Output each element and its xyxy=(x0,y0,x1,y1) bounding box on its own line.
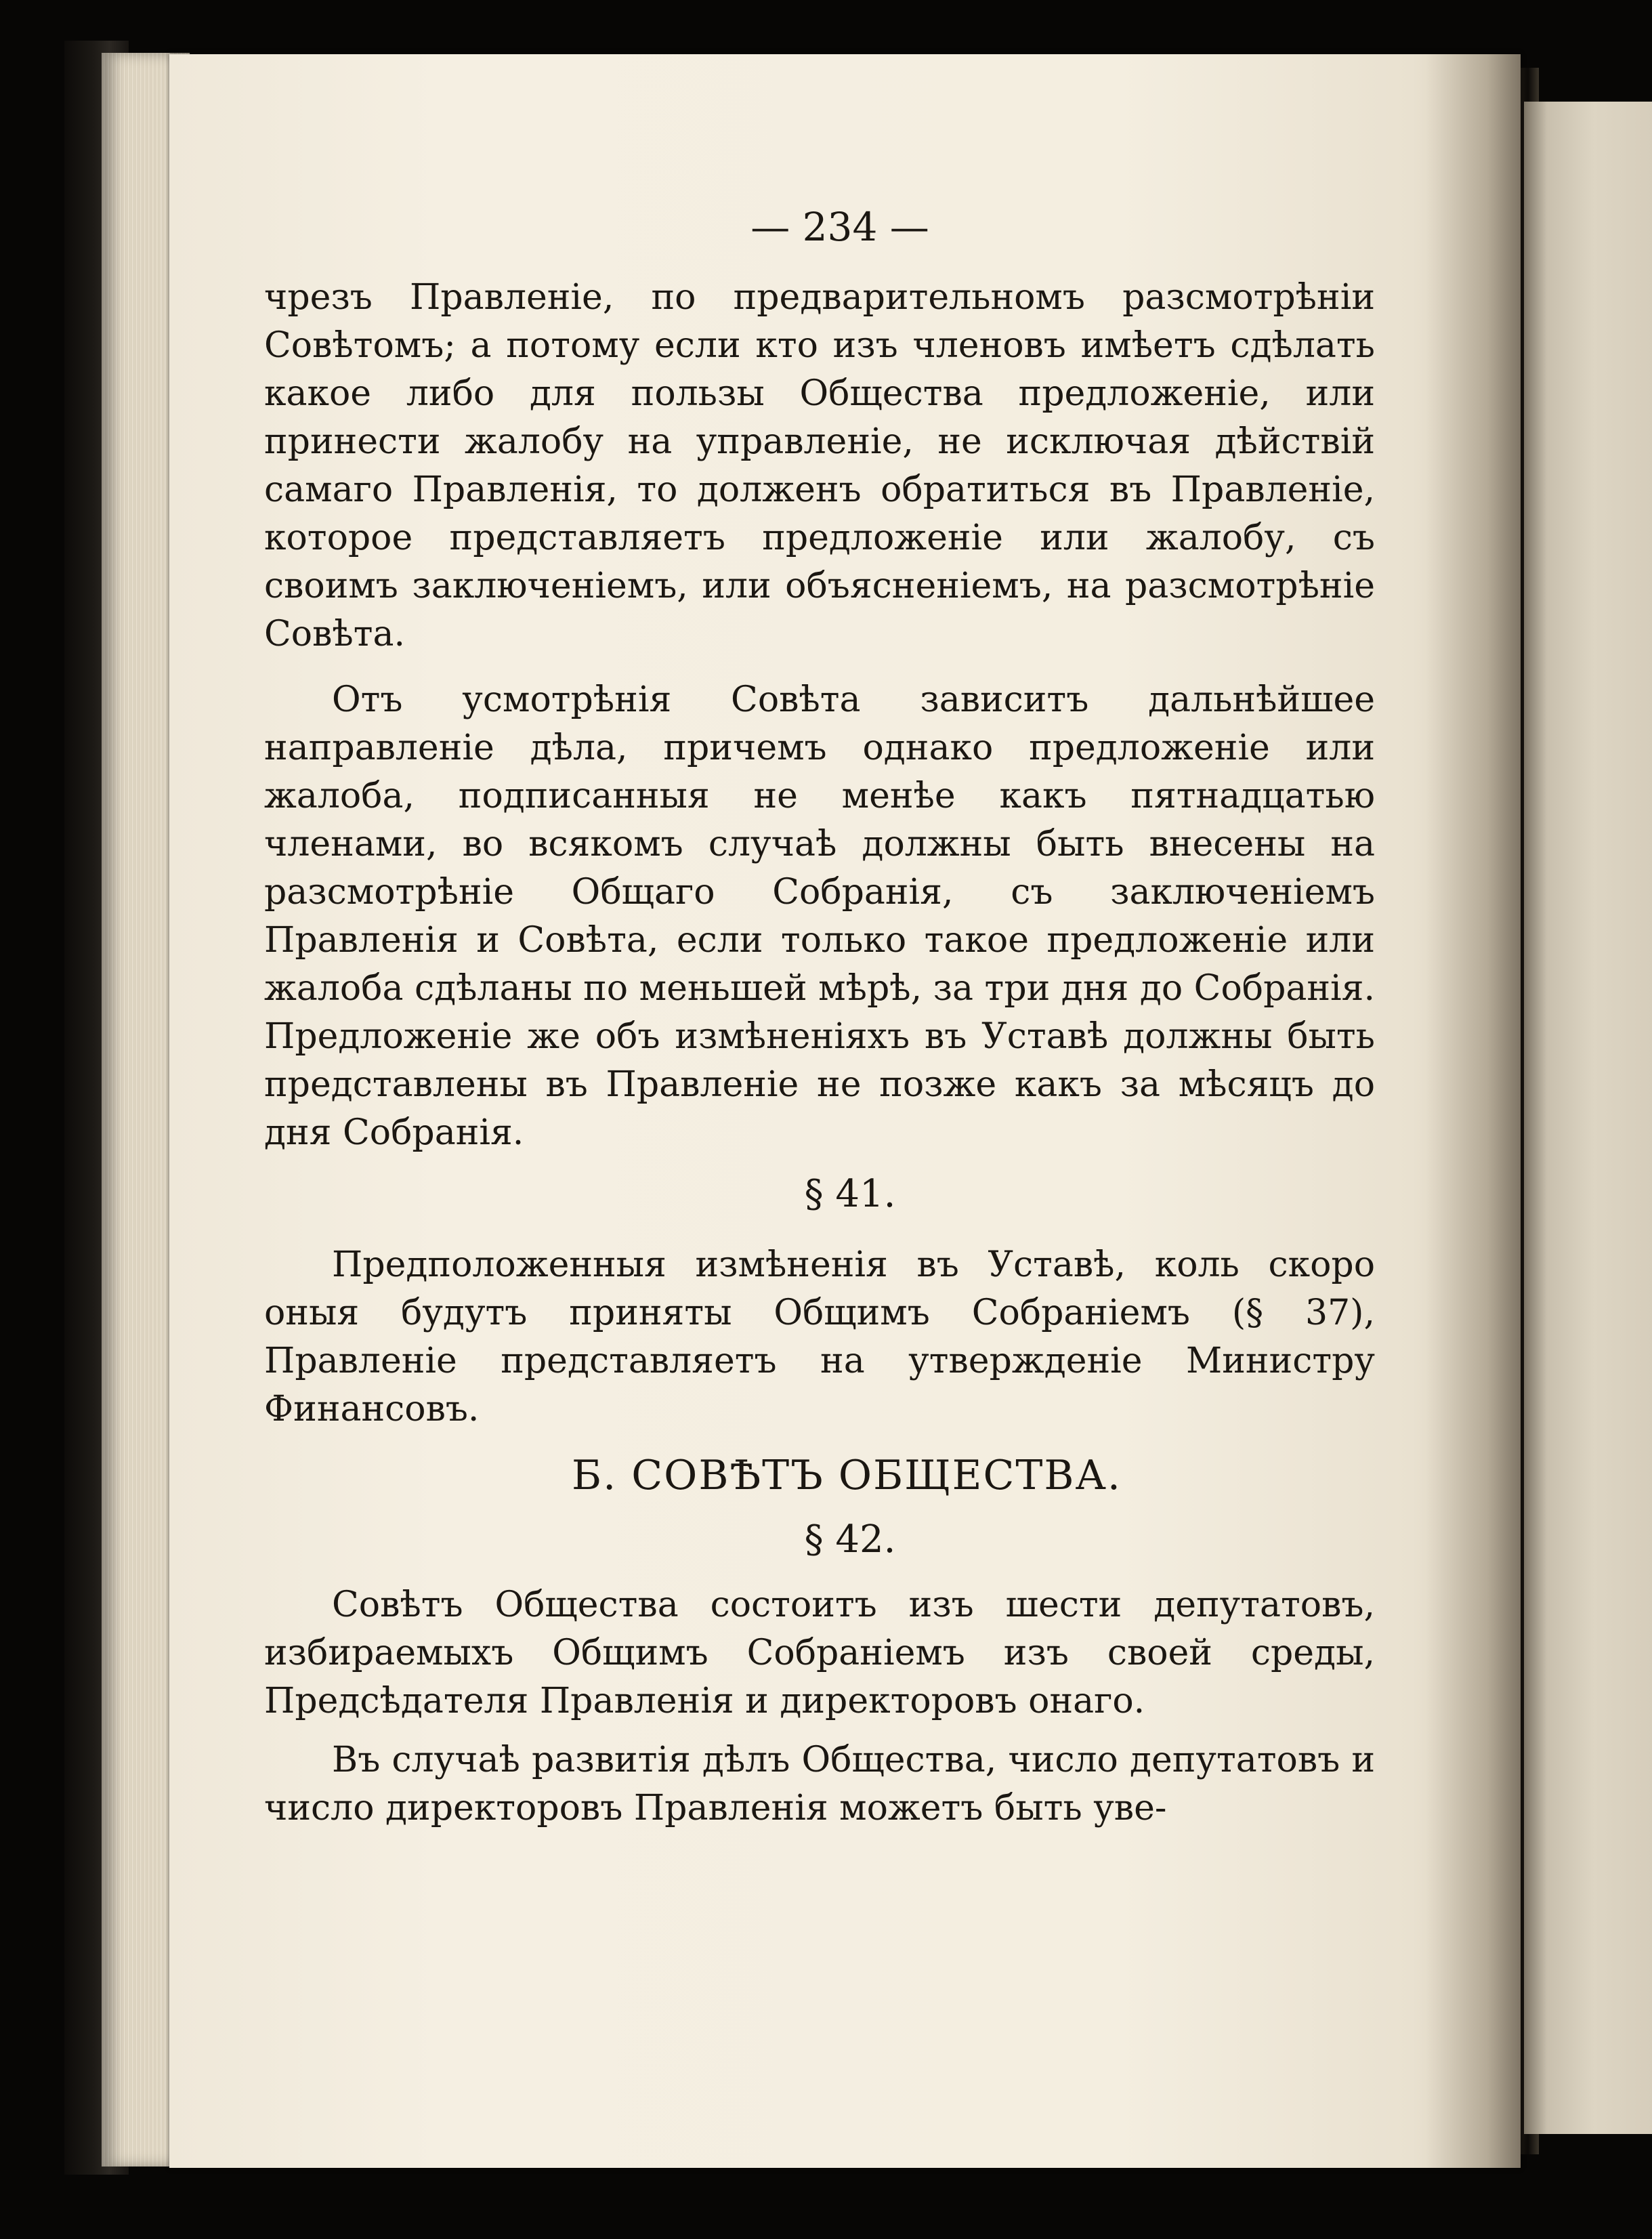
paragraph: Отъ усмотрѣнія Совѣта зависитъ дальнѣйшее направленіе дѣла, причемъ однако предложеніе или жалоба, подписанныя не менѣе какъ пятнадцатью членами, во всякомъ случаѣ должны быть внесены на разсмотрѣніе Общаго Собранія, съ заключеніемъ Правленія и Совѣта, если только такое предложеніе или жалоба сдѣланы по меньшей мѣрѣ, за три дня до Собранія. Предложеніе же объ измѣненіяхъ въ Уставѣ должны быть представлены въ Правленіе не позже какъ за мѣсяцъ до дня Собранія. xyxy=(264,679,1375,1153)
section-42-heading: § 42. xyxy=(804,1518,896,1562)
gutter-shadow xyxy=(1426,54,1521,2168)
page-number: — 234 — xyxy=(750,204,929,250)
paragraph-continued: чрезъ Правленіе, по предварительномъ разсмотрѣніи Совѣтомъ; а потому если кто изъ членовъ имѣетъ сдѣлать какое либо для пользы Общества предложеніе, или принести жалобу на управленіе, не исключая дѣйствій самаго Правленія, то долженъ обратиться въ Правленіе, которое представляетъ предложеніе или жалобу, съ своимъ заключеніемъ, или объясненіемъ, на разсмотрѣніе Совѣта. xyxy=(264,277,1375,654)
page-text xyxy=(264,203,1375,1833)
facing-page-edge xyxy=(1524,102,1652,2134)
section-41-heading: § 41. xyxy=(804,1172,896,1216)
paragraph: Совѣтъ Общества состоитъ изъ шести депутатовъ, избираемыхъ Общимъ Собраніемъ изъ своей среды, Предсѣдателя Правленія и директоровъ онаго. xyxy=(264,1585,1375,1721)
chapter-heading: Б. СОВѢТЪ ОБЩЕСТВА. xyxy=(572,1452,1122,1499)
paragraph: Предположенныя измѣненія въ Уставѣ, коль скоро оныя будутъ приняты Общимъ Собраніемъ (§ 37), Правленіе представляетъ на утвержденіе Министру Финансовъ. xyxy=(264,1244,1375,1429)
paragraph: Въ случаѣ развитія дѣлъ Общества, число депутатовъ и число директоровъ Правленія можетъ быть уве- xyxy=(264,1740,1375,1828)
